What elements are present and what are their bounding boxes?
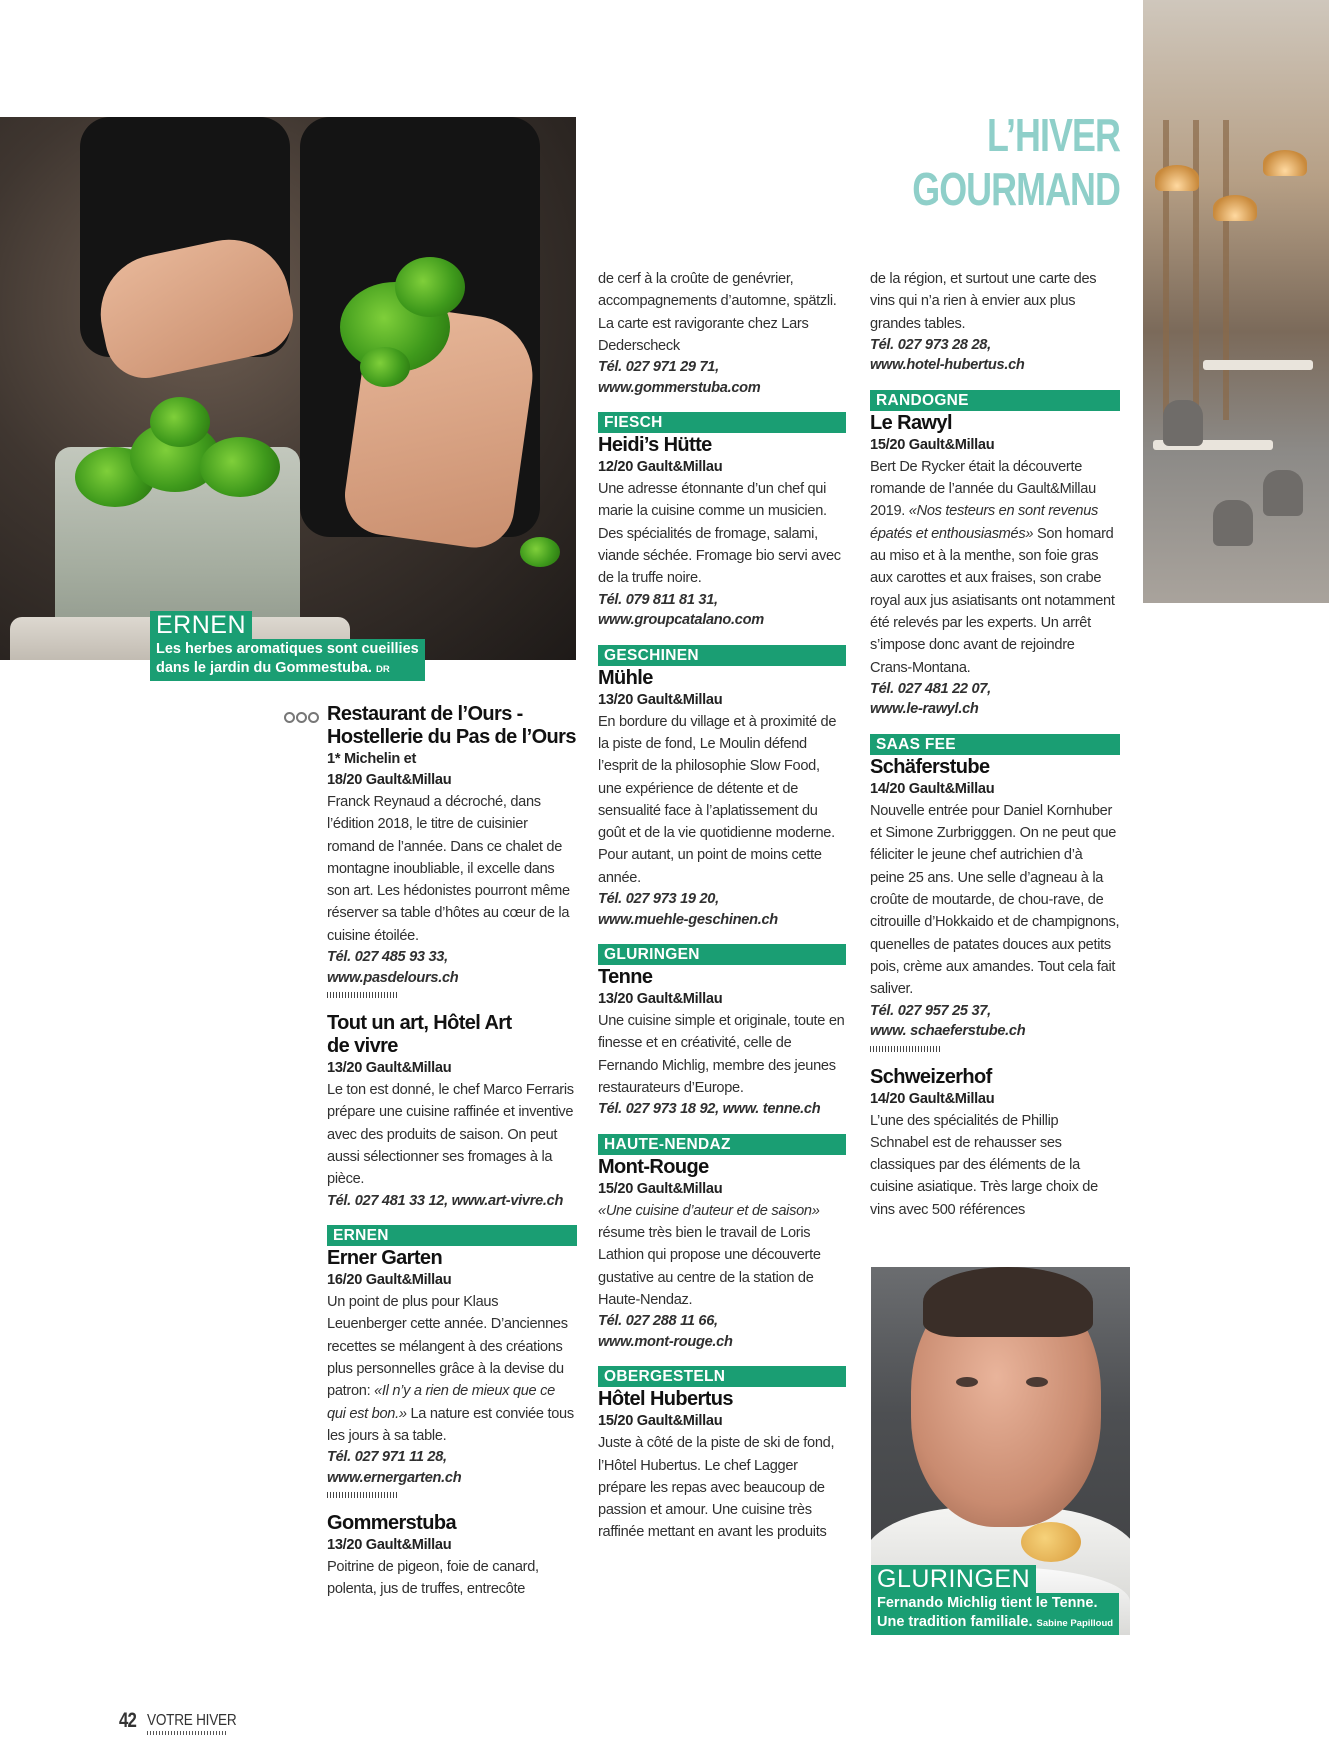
caption-line: Une tradition familiale. [877, 1614, 1033, 1630]
entry-contact[interactable]: Tél. 027 481 33 12, www.art-vivre.ch [327, 1192, 564, 1209]
column-1 [327, 703, 577, 1615]
entry-text: Juste à côté de la piste de ski de fond, l’Hôtel Hubertus. Le chef Lagger prépare les repas avec beaucoup de passion et amour. Une cuisine très raffinée mettant en avant les produits [598, 1435, 835, 1541]
entry-le-rawyl [870, 390, 1120, 720]
photo-credit: DR [375, 664, 390, 675]
entry-website[interactable]: www.hotel-hubertus.ch [870, 357, 1025, 374]
entry-contact: Tél. 027 481 22 07, [870, 680, 991, 697]
entry-rating: 14/20 Gault&Millau [870, 780, 995, 797]
entry-website[interactable]: www.ernergarten.ch [327, 1469, 462, 1486]
entry-contact: Tél. 027 973 28 28, [870, 336, 991, 353]
entry-text: de cerf à la croûte de genévrier, accompagnements d’automne, spätzli. La carte est ravigorante chez Lars Dederscheck [598, 271, 837, 354]
entry-text: Le ton est donné, le chef Marco Ferraris prépare une cuisine raffinée et inventive avec des produits de saison. On peut aussi sélectionner ses fromages à la pièce. [327, 1082, 574, 1188]
entry-contact: Tél. 027 288 11 66, [598, 1313, 718, 1330]
entry-text: Une cuisine simple et originale, toute en finesse et en créativité, celle de Fernando Michlig, membre des jeunes restaurateurs d’Europe. [598, 1013, 845, 1096]
entry-hotel-hubertus [598, 1366, 846, 1543]
entry-rating: 16/20 Gault&Millau [327, 1272, 452, 1289]
entry-hubertus-cont [870, 268, 1120, 376]
entry-title: Tenne [598, 966, 653, 989]
ernen-photo-caption [150, 639, 425, 681]
entry-text: Nouvelle entrée pour Daniel Kornhuber et Simone Zurbrigggen. On ne peut que féliciter le jeune chef autrichien d’à peine 25 ans. Une selle d’agneau à la croûte de moutarde, de chou-rave, de citrouille d’Hokkaido et de champignons, quenelles de patates douces aux petits pois, crème aux amandes. Tout cela fait saliver. [870, 802, 1120, 998]
caption-line: Les herbes aromatiques sont cueillies [156, 641, 419, 657]
entry-contact: Tél. 027 971 11 28, [327, 1449, 447, 1466]
entry-text: Franck Reynaud a décroché, dans l’édition 2018, le titre de cuisinier romand de l’année. Dans ce chalet de montagne inoubliable, il excelle dans son art. Les hédonistes pourront même réserver sa table d’hôtes au cœur de la cuisine étoilée. [327, 794, 570, 944]
entry-contact: Tél. 079 811 81 31, [598, 591, 718, 608]
entry-text: L’une des spécialités de Phillip Schnabel est de rehausser ses classiques par des éléments de la cuisine asiatique. Très large choix de vins avec 500 références [870, 1112, 1098, 1218]
entry-mont-rouge [598, 1134, 846, 1352]
divider [327, 1492, 397, 1498]
footer-divider [147, 1731, 227, 1735]
entry-text: Une adresse étonnante d’un chef qui marie la cuisine comme un musicien. Des spécialités de fromage, salami, viande séchée. Fromage bio servi avec de la truffe noire. [598, 481, 841, 587]
entry-heidis-hutte [598, 412, 846, 630]
entry-rating: 15/20 Gault&Millau [870, 436, 995, 453]
quote: «Nos testeurs en sont revenus épatés et enthousiasmés» [870, 503, 1099, 542]
entry-gommerstuba [327, 1512, 577, 1601]
entry-schaferstube [870, 734, 1120, 1052]
text-part: résume très bien le travail de Loris Lathion qui propose une découverte gustative au centre de la station de Haute-Nendaz. [598, 1225, 821, 1308]
divider [327, 992, 397, 998]
page-number: 42 [119, 1709, 137, 1732]
entry-title: Tout un art, Hôtel Art [327, 1012, 512, 1035]
entry-contact[interactable]: Tél. 027 973 18 92, www. tenne.ch [598, 1101, 821, 1118]
entry-title: Hôtel Hubertus [598, 1388, 733, 1411]
entry-rating: 12/20 Gault&Millau [598, 459, 723, 476]
entry-text [598, 1200, 846, 1311]
entry-website[interactable]: www. schaeferstube.ch [870, 1023, 1026, 1040]
entry-title: Restaurant de l’Ours - [327, 703, 523, 725]
quote: «Il n’y a rien de mieux que ce qui est bon.» [327, 1383, 555, 1422]
entry-website[interactable]: www.le-rawyl.ch [870, 701, 979, 718]
text-part: La nature est conviée tous les jours à sa table. [327, 1405, 574, 1444]
entry-gommerstuba-cont [598, 268, 846, 398]
text-part: Un point de plus pour Klaus Leuenberger cette année. D’anciennes recettes se mélangent à des créations plus personnelles grâce à la devise du patron: [327, 1294, 568, 1400]
town-label: HAUTE-NENDAZ [598, 1134, 846, 1155]
entry-title: Hostellerie du Pas de l’Ours [327, 726, 576, 748]
entry-contact: Tél. 027 957 25 37, [870, 1002, 991, 1019]
entry-contact: Tél. 027 971 29 71, [598, 359, 719, 376]
photo-credit: Sabine Papilloud [1036, 1618, 1114, 1629]
caption-line: Fernando Michlig tient le Tenne. [877, 1595, 1098, 1611]
entry-text: Poitrine de pigeon, foie de canard, polenta, jus de truffes, entrecôte [327, 1559, 539, 1598]
restaurant-interior-photo [1143, 0, 1329, 603]
entry-title: Gommerstuba [327, 1512, 456, 1535]
quote: «Une cuisine d’auteur et de saison» [598, 1202, 820, 1219]
text-part: Son homard au miso et à la menthe, son foie gras aux carottes et aux fraises, son crabe royal aux jus asiatisants ont notamment été relevés par les experts. Un arrêt s’impose donc avant de rejoindre Crans-Montana. [870, 525, 1115, 676]
entry-erner-garten [327, 1225, 577, 1498]
town-label: FIESCH [598, 412, 846, 433]
town-label: GESCHINEN [598, 645, 846, 666]
entry-contact: Tél. 027 973 19 20, [598, 891, 719, 908]
entry-ours [327, 703, 577, 998]
entry-art-de-vivre [327, 1012, 577, 1211]
entry-rating: 14/20 Gault&Millau [870, 1090, 995, 1107]
divider [870, 1046, 940, 1052]
entry-rating: 18/20 Gault&Millau [327, 772, 452, 788]
entry-schweizerhof [870, 1066, 1120, 1221]
entry-rating: 15/20 Gault&Millau [598, 1413, 723, 1430]
entry-title: Le Rawyl [870, 411, 952, 434]
ernen-photo-label: ERNEN [150, 611, 252, 639]
entry-rating: 13/20 Gault&Millau [327, 1060, 452, 1077]
town-label: SAAS FEE [870, 734, 1120, 755]
entry-rating: 13/20 Gault&Millau [598, 991, 723, 1008]
entry-website[interactable]: www.pasdelours.ch [327, 969, 459, 986]
entry-title: Erner Garten [327, 1247, 443, 1270]
town-label: ERNEN [327, 1225, 577, 1246]
gluringen-photo-label: GLURINGEN [871, 1565, 1036, 1593]
entry-text [327, 1291, 577, 1447]
magazine-name: VOTRE HIVER [147, 1712, 237, 1729]
entry-website[interactable]: www.mont-rouge.ch [598, 1333, 733, 1350]
entry-website[interactable]: www.muehle-geschinen.ch [598, 911, 778, 928]
town-label: RANDOGNE [870, 390, 1120, 411]
entry-title: Schweizerhof [870, 1065, 992, 1088]
section-title: L’HIVER GOURMAND [912, 109, 1120, 215]
entry-text [870, 456, 1120, 679]
entry-title: Mühle [598, 666, 653, 689]
entry-rating: 13/20 Gault&Millau [327, 1537, 452, 1554]
entry-rating: 13/20 Gault&Millau [598, 691, 723, 708]
entry-text: En bordure du village et à proximité de la piste de fond, Le Moulin défend l’esprit de la philosophie Slow Food, une expérience de détente et de sensualité face à l’aplatissement du goût et de la vie quotidienne moderne. Pour autant, un point de moins cette année. [598, 713, 837, 886]
gluringen-photo-caption [871, 1593, 1119, 1635]
column-3 [870, 268, 1120, 1235]
entry-title: Heidi’s Hütte [598, 434, 712, 457]
entry-website[interactable]: www.gommerstuba.com [598, 379, 761, 396]
entry-title: Mont-Rouge [598, 1155, 709, 1178]
entry-text: de la région, et surtout une carte des vins qui n’a rien à envier aux plus grandes tables. [870, 271, 1097, 332]
entry-rating: 15/20 Gault&Millau [598, 1180, 723, 1197]
entry-contact: Tél. 027 485 93 33, [327, 949, 448, 966]
text-part: Bert De Rycker était la découverte romande de l’année du Gault&Millau 2019. [870, 458, 1096, 520]
town-label: GLURINGEN [598, 944, 846, 965]
column-2 [598, 268, 846, 1558]
entry-title: Schäferstube [870, 755, 990, 778]
entry-rating: 1* Michelin et [327, 751, 417, 767]
rating-rings-icon [284, 712, 319, 723]
entry-muhle [598, 645, 846, 930]
town-label: OBERGESTELN [598, 1366, 846, 1387]
entry-title: de vivre [327, 1035, 398, 1058]
herbs-photo [0, 117, 576, 660]
entry-tenne [598, 944, 846, 1120]
caption-line: dans le jardin du Gommestuba. [156, 660, 372, 676]
entry-website[interactable]: www.groupcatalano.com [598, 612, 764, 629]
